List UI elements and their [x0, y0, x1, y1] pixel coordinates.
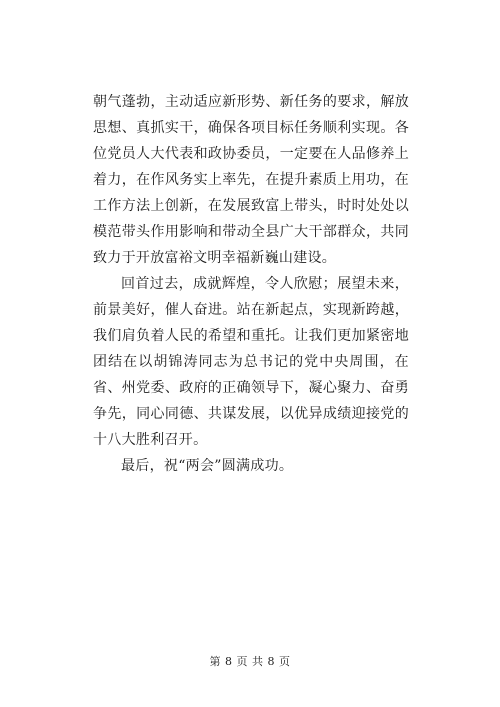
- paragraph-1: 朝气蓬勃，主动适应新形势、新任务的要求，解放思想、真抓实干，确保各项目标任务顺利实现。各位党员人大代表和政协委员，一定要在人品修养上着力，在作风务实上率先，在提升素质上用功，在工作方法上创新，在发展致富上带头，时时处处以模范带头作用影响和带动全县广大干部群众，共同致力于开放富裕文明幸福新巍山建设。: [93, 94, 409, 266]
- page-footer: 第 8 页 共 8 页: [209, 655, 291, 668]
- paragraph-2: 回首过去，成就辉煌，令人欣慰；展望未来，前景美好，催人奋进。站在新起点，实现新跨越，我们肩负着人民的希望和重托。让我们更加紧密地团结在以胡锦涛同志为总书记的党中央周围，在省、州党委、政府的正确领导下，凝心聚力、奋勇争先，同心同德、共谋发展，以优异成绩迎接党的十八大胜利召开。: [93, 276, 409, 448]
- paragraph-3: 最后，祝“两会”圆满成功。: [121, 458, 294, 474]
- document-body: [93, 89, 409, 479]
